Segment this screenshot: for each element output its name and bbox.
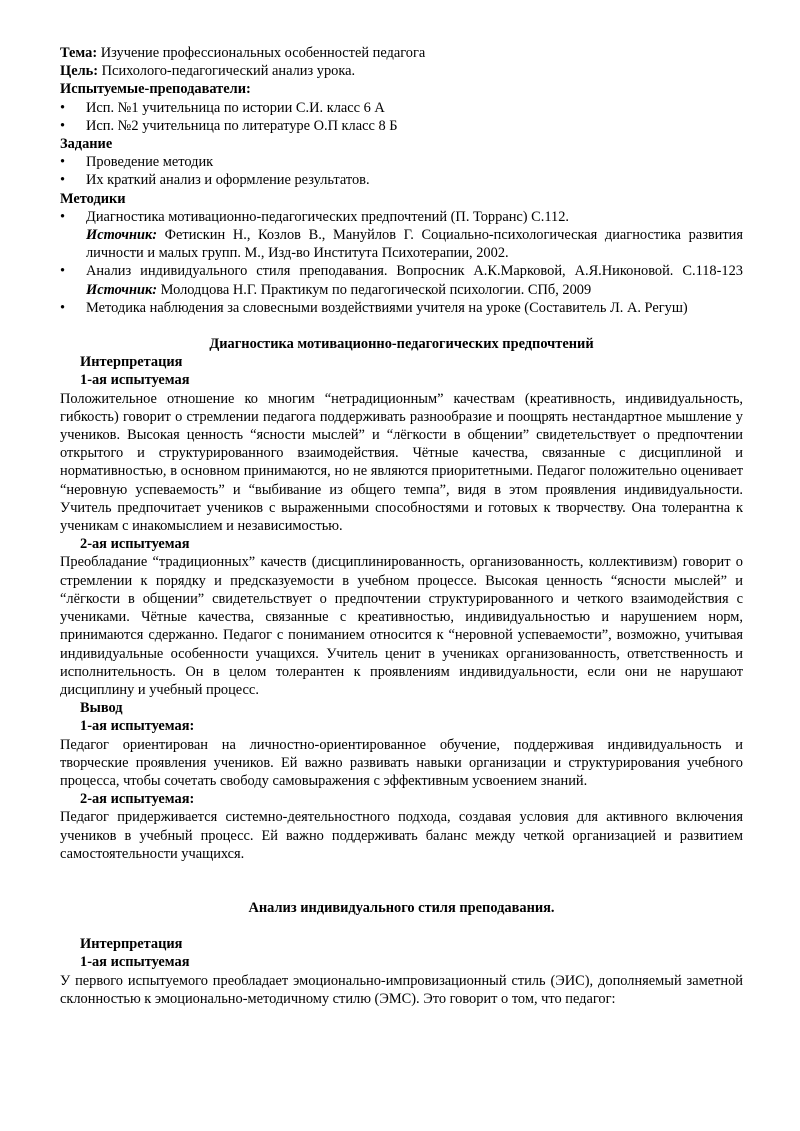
interpretation-heading: Интерпретация xyxy=(80,936,183,953)
task-heading: Задание xyxy=(60,136,113,153)
task-list-item: • Их краткий анализ и оформление результатов. xyxy=(60,171,743,189)
subject-heading: 1-ая испытуемая: xyxy=(80,718,195,735)
goal-text: Психолого-педагогический анализ урока. xyxy=(98,63,356,80)
subjects-heading: Испытуемые-преподаватели: xyxy=(60,81,251,98)
theme-text: Изучение профессиональных особенностей педагога xyxy=(97,45,426,61)
theme-label: Тема: xyxy=(60,45,98,61)
method-source xyxy=(86,226,743,262)
paragraph: Педагог придерживается системно-деятельностного подхода, создавая условия для активного включения учеников в учебный процесс. Ей важно поддерживать баланс между четкой организацией и развитием самостоятельности учащихся. xyxy=(60,809,743,862)
theme-line xyxy=(60,44,743,62)
source-label: Источник: xyxy=(86,281,158,298)
subject-heading: 1-ая испытуемая xyxy=(80,372,190,389)
method-list-item: • Методика наблюдения за словесными воздействиями учителя на уроке (Составитель Л. А. Регуш) xyxy=(60,299,743,317)
method-text: • Диагностика мотивационно-педагогических предпочтений (П. Торранс) С.112. xyxy=(86,208,570,225)
conclusion-heading: Вывод xyxy=(80,700,123,717)
methods-heading: Методики xyxy=(60,190,126,207)
paragraph: Педагог ориентирован на личностно-ориентированное обучение, поддерживая индивидуальность и творческие проявления учеников. Ей важно развивать навыки организации и структурирования учебного процесса, чтобы сочетать свободу самовыражения с эффективным усвоением знаний. xyxy=(60,736,743,789)
goal-label: Цель: xyxy=(60,63,99,80)
section-title: Диагностика мотивационно-педагогических предпочтений xyxy=(209,336,594,353)
subject-heading: 2-ая испытуемая xyxy=(80,536,190,553)
task-list-item: • Проведение методик xyxy=(60,153,743,171)
paragraph: Преобладание “традиционных” качеств (дисциплинированность, организованность, коллективизм) говорит о стремлении к порядку и предсказуемости в учебном процессе. Высокая ценность “ясности мыслей” и “лёгкости в общении” свидетельствует о предпочтении структурированного и четкого взаимодействия с учениками. Чётные качества, связанные с креативностью, индивидуальностью и нарушением норм, принимаются сдержанно. Педагог с пониманием относится к “неровной успеваемости”, возможно, учитывая индивидуальные особенности учащихся. Учитель ценит в учениках организованность, ответственность и исполнительность. Он в целом толерантен к проявлениям индивидуальности, если они не нарушают дисциплину и учебный процесс. xyxy=(60,554,743,698)
section-title: Анализ индивидуального стиля преподавания. xyxy=(248,899,555,916)
source-label: Источник: xyxy=(86,227,158,244)
source-text: Фетискин Н., Козлов В., Мануйлов Г. Социально-психологическая диагностика развития личности и малых групп. М., Изд-во Института Психотерапии, 2002. xyxy=(86,227,743,262)
paragraph: Положительное отношение ко многим “нетрадиционным” качествам (креативность, индивидуальность, гибкость) говорит о стремлении педагога поддерживать разнообразие и поощрять нестандартное мышление у учеников. Высокая ценность “ясности мыслей” и “лёгкости в общении” свидетельствует о предпочтении открытого и структурированного взаимодействия. Чётные качества, связанные с дисциплиной и нормативностью, в основном принимаются, но не являются приоритетными. Педагог положительно оценивает “неровную успеваемость” и “выбивание из общего темпа”, видя в этом проявления индивидуальности. Учитель предпочитает учеников с выраженными способностями и готовых к творчеству. Она толерантна к ученикам с инакомыслием и независимостью. xyxy=(60,390,743,535)
subject-list-item: • Исп. №2 учительница по литературе О.П класс 8 Б xyxy=(60,117,743,135)
document-page xyxy=(60,44,743,1008)
method-list-item xyxy=(60,262,743,298)
method-text: Анализ индивидуального стиля преподавания. Вопросник А.К.Марковой, А.Я.Никоновой. С.118-123 xyxy=(86,263,743,280)
subject-heading: 2-ая испытуемая: xyxy=(80,791,195,808)
subject-list-item: • Исп. №1 учительница по истории С.И. класс 6 А xyxy=(60,99,743,117)
method-list-item xyxy=(60,208,743,263)
paragraph: У первого испытуемого преобладает эмоционально-импровизационный стиль (ЭИС), дополняемый заметной склонностью к эмоционально-методичному стилю (ЭМС). Это говорит о том, что педагог: xyxy=(60,972,743,1007)
source-text: Молодцова Н.Г. Практикум по педагогической психологии. СПб, 2009 xyxy=(157,281,592,298)
interpretation-heading: Интерпретация xyxy=(80,354,183,371)
goal-line xyxy=(60,62,743,80)
subject-heading: 1-ая испытуемая xyxy=(80,954,190,971)
